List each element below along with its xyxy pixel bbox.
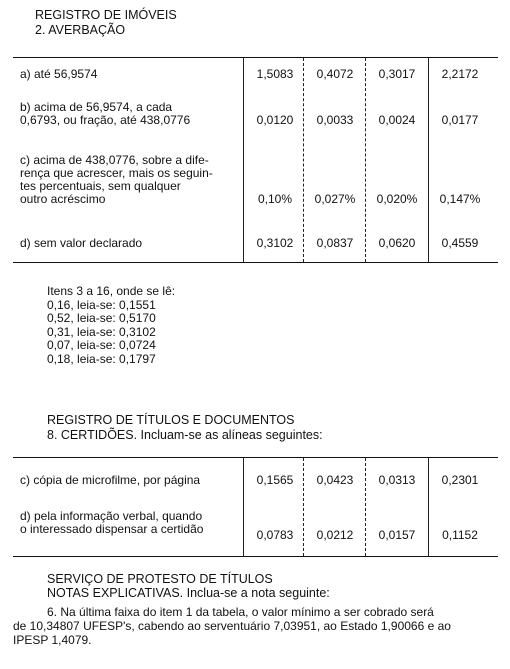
section-title-protesto: SERVIÇO DE PROTESTO DE TÍTULOS [47, 572, 273, 586]
row-description: c) acima de 438,0776, sobre a dife- rença que acrescer, mais os seguin- tes percentuais, sem qualquer outro acréscimo [20, 153, 213, 206]
value-cell: 0,2301 [441, 473, 479, 487]
value-cell: 0,020% [376, 192, 418, 206]
list-item: 0,31, leia-se: 0,3102 [47, 324, 156, 339]
value-cell: 0,0157 [378, 528, 416, 542]
list-item: 0,07, leia-se: 0,0724 [47, 338, 156, 352]
list-item: 0,18, leia-se: 0,1797 [47, 351, 156, 366]
row-description: d) pela informação verbal, quando o interessado dispensar a certidão [20, 509, 204, 536]
value-cell: 0,147% [439, 192, 481, 206]
column-divider [365, 458, 366, 556]
value-cell: 0,0783 [256, 528, 294, 542]
section-subtitle-notas: NOTAS EXPLICATIVAS. Inclua-se a nota seguinte: [47, 586, 330, 600]
value-cell: 0,3017 [378, 67, 416, 81]
value-cell: 0,0120 [256, 113, 294, 127]
fee-table-averbacao [13, 57, 498, 263]
value-cell: 1,5083 [256, 67, 294, 81]
value-cell: 0,3102 [256, 236, 294, 250]
section-subtitle-certidoes: 8. CERTIDÕES. Incluam-se as alíneas seguintes: [47, 428, 323, 442]
value-cell: 0,4559 [441, 236, 479, 250]
correction-list [47, 285, 175, 366]
section-subtitle-averbacao: 2. AVERBAÇÃO [35, 23, 126, 37]
column-divider [428, 458, 429, 556]
value-cell: 0,0423 [316, 473, 354, 487]
column-divider [428, 58, 429, 262]
value-cell: 0,1152 [442, 528, 478, 542]
column-divider [243, 458, 244, 556]
value-cell: 0,4072 [316, 67, 354, 81]
value-cell: 0,0033 [316, 113, 354, 127]
note-line: de 10,34807 UFESP's, cabendo ao serventuário 7,03951, ao Estado 1,90066 e ao [13, 619, 451, 633]
value-cell: 2,2172 [441, 67, 479, 81]
value-cell: 0,0212 [316, 528, 354, 542]
value-cell: 0,0837 [316, 236, 354, 250]
value-cell: 0,0313 [378, 473, 416, 487]
value-cell: 0,0177 [441, 113, 479, 127]
fee-table-certidoes [13, 457, 498, 557]
column-divider [365, 58, 366, 262]
list-item: 0,52, leia-se: 0,5170 [47, 311, 156, 325]
value-cell: 0,10% [257, 192, 293, 206]
note-line: 6. Na última faixa do item 1 da tabela, o valor mínimo a ser cobrado será [47, 605, 434, 619]
value-cell: 0,0024 [378, 113, 416, 127]
row-description: c) cópia de microfilme, por página [20, 473, 201, 487]
list-item: Itens 3 a 16, onde se lê: [47, 284, 176, 298]
column-divider [243, 58, 244, 262]
list-item: 0,16, leia-se: 0,1551 [47, 297, 156, 312]
section-title-registro-imoveis: REGISTRO DE IMÓVEIS [35, 8, 177, 22]
explanatory-note [13, 605, 503, 647]
note-line: IPESP 1,4079. [13, 633, 92, 647]
value-cell: 0,0620 [378, 236, 416, 250]
column-divider [303, 58, 304, 262]
row-description: a) até 56,9574 [20, 67, 98, 81]
section-title-registro-titulos: REGISTRO DE TÍTULOS E DOCUMENTOS [47, 413, 295, 427]
value-cell: 0,1565 [256, 473, 294, 487]
value-cell: 0,027% [314, 192, 356, 206]
row-description: b) acima de 56,9574, a cada 0,6793, ou fração, até 438,0776 [20, 100, 191, 127]
row-description: d) sem valor declarado [20, 236, 143, 250]
